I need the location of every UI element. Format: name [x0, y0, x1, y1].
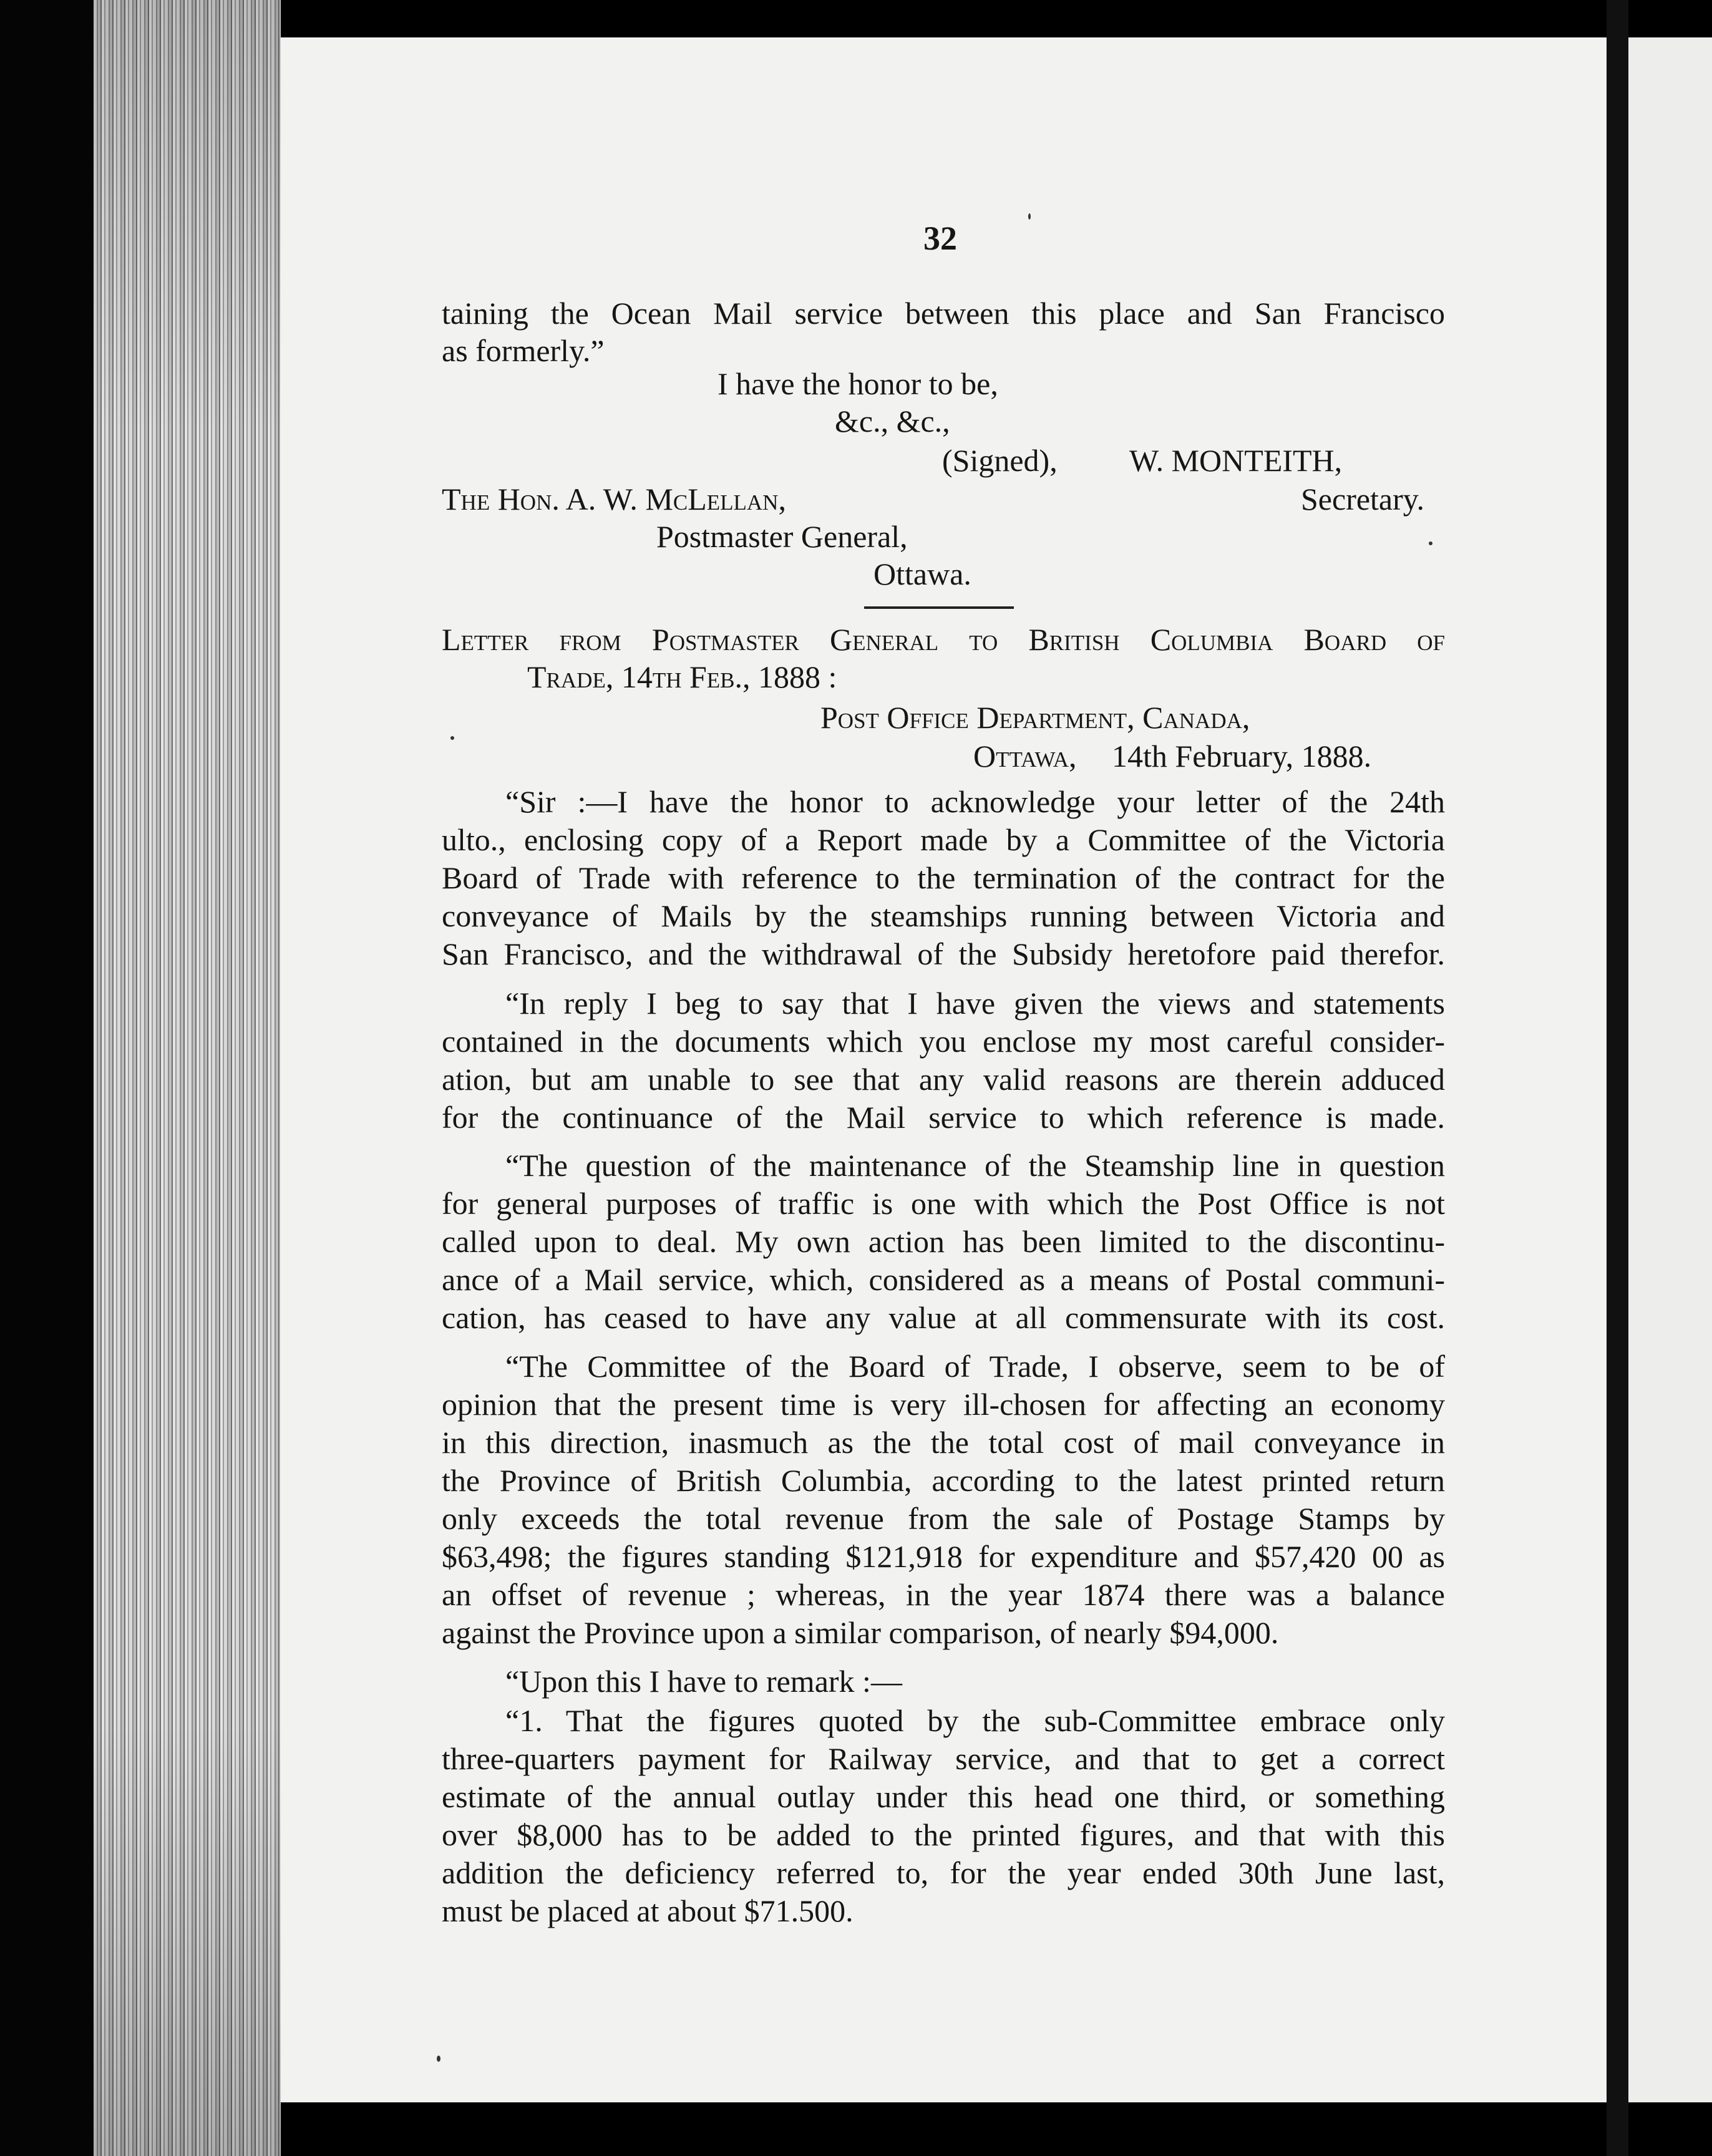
- gutter: [1607, 0, 1628, 2156]
- paragraph-line: “The Committee of the Board of Trade, I observe, seem to be of: [505, 1349, 1445, 1384]
- letter-date: 14th February, 1888.: [1112, 739, 1372, 774]
- paragraph-line: for general purposes of traffic is one with which the Post Office is not: [442, 1186, 1445, 1221]
- paragraph-line: “Sir :—I have the honor to acknowledge your letter of the 24th: [505, 784, 1445, 819]
- paragraph-line: in this direction, inasmuch as the the total cost of mail conveyance in: [442, 1425, 1445, 1460]
- paragraph-line: $63,498; the figures standing $121,918 for expenditure and $57,420 00 as: [442, 1539, 1445, 1574]
- paragraph-line: ulto., enclosing copy of a Report made by a Committee of the Victoria: [442, 822, 1445, 857]
- page-edges: [94, 0, 281, 2156]
- paragraph-line: against the Province upon a similar comparison, of nearly $94,000.: [442, 1615, 1279, 1650]
- paragraph-line: called upon to deal. My own action has been limited to the discontinu-: [442, 1224, 1445, 1259]
- paragraph-line: only exceeds the total revenue from the sale of Postage Stamps by: [442, 1501, 1445, 1536]
- paragraph-line: cation, has ceased to have any value at all commensurate with its cost.: [442, 1300, 1445, 1335]
- signed-label: (Signed),: [942, 443, 1058, 478]
- signatory-title: Secretary.: [1301, 482, 1425, 517]
- paragraph-line: ance of a Mail service, which, considered as a means of Postal communi-: [442, 1262, 1445, 1297]
- book-binding: [0, 0, 94, 2156]
- paragraph-line: Board of Trade with reference to the termination of the contract for the: [442, 860, 1445, 895]
- scan-speck: [437, 2056, 440, 2062]
- paragraph-line: opinion that the present time is very ill-chosen for affecting an economy: [442, 1387, 1445, 1422]
- paragraph-line: “Upon this I have to remark :—: [505, 1664, 902, 1699]
- paragraph-line: the Province of British Columbia, according to the latest printed return: [442, 1463, 1445, 1498]
- paragraph-line: conveyance of Mails by the steamships running between Victoria and: [442, 898, 1445, 933]
- paragraph-line: “The question of the maintenance of the Steamship line in question: [505, 1148, 1445, 1183]
- paragraph-line: “In reply I beg to say that I have given the views and statements: [505, 986, 1445, 1021]
- signatory-name: W. MONTEITH,: [1129, 443, 1343, 478]
- paragraph-line: must be placed at about $71.500.: [442, 1893, 854, 1928]
- text-line: taining the Ocean Mail service between this place and San Francisco: [442, 296, 1445, 331]
- page-number: 32: [923, 220, 957, 257]
- letter-closing-etc: &c., &c.,: [835, 404, 950, 439]
- paragraph-line: for the continuance of the Mail service to which reference is made.: [442, 1100, 1445, 1135]
- paragraph-line: ation, but am unable to see that any valid reasons are therein adduced: [442, 1062, 1445, 1097]
- letter-closing: I have the honor to be,: [717, 366, 998, 401]
- paragraph-line: three-quarters payment for Railway service, and that to get a correct: [442, 1741, 1445, 1776]
- paragraph-line: an offset of revenue ; whereas, in the year 1874 there was a balance: [442, 1577, 1445, 1612]
- scan-speck: [1429, 541, 1432, 545]
- letter-heading: Trade, 14th Feb., 1888 :: [527, 659, 837, 694]
- paragraph-line: contained in the documents which you enclose my most careful consider-: [442, 1024, 1445, 1059]
- paragraph-line: “1. That the figures quoted by the sub-Committee embrace only: [505, 1703, 1445, 1738]
- addressee-name: The Hon. A. W. McLellan,: [442, 482, 786, 517]
- scan-speck: [1028, 213, 1031, 220]
- letter-place: Ottawa,: [973, 739, 1077, 774]
- facing-page-edge: [1628, 37, 1712, 2102]
- text-line: as formerly.”: [442, 333, 605, 368]
- paragraph-line: addition the deficiency referred to, for the year ended 30th June last,: [442, 1855, 1445, 1890]
- paragraph-line: estimate of the annual outlay under this head one third, or something: [442, 1779, 1445, 1814]
- paragraph-line: over $8,000 has to be added to the printed figures, and that with this: [442, 1817, 1445, 1852]
- addressee-title: Postmaster General,: [656, 519, 908, 554]
- scan-speck: [450, 736, 454, 740]
- letter-sender: Post Office Department, Canada,: [820, 700, 1250, 735]
- paragraph-line: San Francisco, and the withdrawal of the Subsidy heretofore paid therefor.: [442, 936, 1445, 971]
- section-divider: [864, 606, 1014, 609]
- letter-heading: Letter from Postmaster General to British Columbia Board of: [442, 622, 1445, 657]
- addressee-place: Ottawa.: [873, 556, 971, 591]
